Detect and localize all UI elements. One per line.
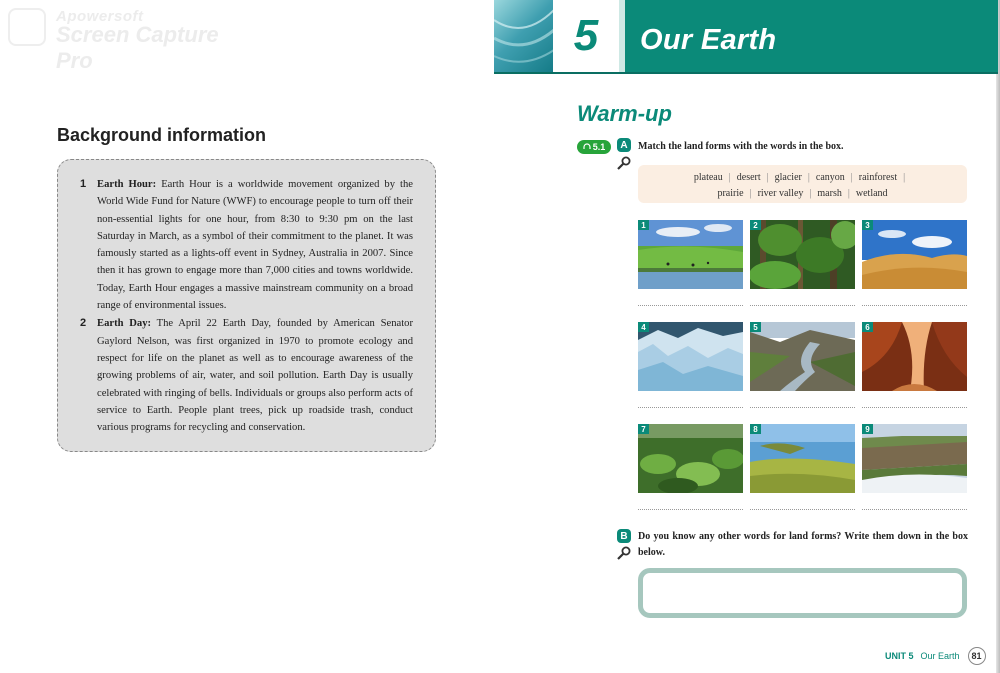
bg-item-body: The April 22 Earth Day, founded by American Senator Gaylord Nelson, was first organized in 1970 to promote ecology and respect for life on the planet as well as to encourage awareness of the growing problems of air, water, and soil pollution. Earth Day is usually celebrated with ringing of bells. Individuals or groups also perform acts of service to Earth. People plant trees, pick up roadside trash, conduct various programs for recycling and conservation.	[97, 318, 413, 434]
photo-number: 6	[862, 322, 873, 332]
banner-stripes-icon	[494, 0, 554, 74]
watermark-line2: Screen Capture Pro	[56, 22, 219, 73]
photo-wetland	[750, 424, 855, 493]
photo-number: 5	[750, 322, 761, 332]
river-valley-image	[750, 322, 855, 391]
word-row-2: prairie | river valley | marsh | wetland	[717, 187, 888, 199]
word-item: desert	[736, 172, 761, 183]
answer-line-1[interactable]	[638, 305, 743, 306]
word-item: wetland	[855, 187, 888, 199]
bg-item-body: Earth Hour is a worldwide movement organized by the World Wide Fund for Nature (WWF) to encourage people to turn off their non-essential lights for one hour, from 8:30 to 9:30 pm on the last Saturday in March, as a symbol of their commitment to the planet. It was famously started as a lights-off event in Sydney, Australia in 2007. Since then it has grown to engage more than 7,000 cities and towns worldwide. Today, Earth Hour engages a massive mainstream community on a broad range of environmental issues.	[97, 179, 413, 312]
photo-marsh	[638, 424, 743, 493]
part-b-instruction: Do you know any other words for land forms? Write them down in the box below.	[638, 531, 968, 558]
unit-number-shadow	[619, 0, 625, 74]
part-a-badge: A	[617, 138, 631, 152]
unit-title: Our Earth	[640, 24, 777, 56]
bg-item-earth-hour	[80, 176, 413, 314]
bg-item-text	[97, 176, 413, 314]
desert-image	[862, 220, 967, 289]
page-edge	[996, 0, 1000, 673]
photo-number: 4	[638, 322, 649, 332]
footer-unit-name: Our Earth	[920, 651, 960, 661]
bg-item-number: 2	[80, 317, 87, 330]
photo-number: 1	[638, 220, 649, 230]
word-item: prairie	[717, 187, 744, 199]
answer-line-3[interactable]	[862, 305, 967, 306]
word-item: glacier	[774, 172, 802, 183]
bg-item-head: Earth Hour:	[97, 179, 157, 190]
page-number: 81	[968, 647, 986, 665]
photo-desert	[862, 220, 967, 289]
page-footer	[885, 646, 986, 666]
marsh-image	[638, 424, 743, 493]
bg-item-head: Earth Day:	[97, 318, 152, 330]
answer-line-9[interactable]	[862, 509, 967, 510]
photo-plateau	[862, 424, 967, 493]
headphones-icon	[583, 143, 591, 151]
word-box	[638, 165, 967, 203]
photo-river-valley	[750, 322, 855, 391]
answer-line-8[interactable]	[750, 509, 855, 510]
watermark	[6, 6, 246, 73]
photo-number: 7	[638, 424, 649, 434]
background-info-title: Background information	[57, 125, 267, 145]
photo-rainforest	[750, 220, 855, 289]
part-a-instruction: Match the land forms with the words in the box.	[638, 141, 844, 152]
unit-number: 5	[553, 0, 619, 72]
canyon-image	[862, 322, 967, 391]
wetland-image	[750, 424, 855, 493]
answer-line-6[interactable]	[862, 407, 967, 408]
answer-line-5[interactable]	[750, 407, 855, 408]
footer-unit-label: UNIT 5	[885, 651, 914, 661]
unit-banner	[494, 0, 998, 74]
answer-line-2[interactable]	[750, 305, 855, 306]
word-item: river valley	[757, 187, 804, 199]
word-item: rainforest	[858, 172, 898, 183]
plateau-image	[862, 424, 967, 493]
magnifier-icon	[616, 545, 632, 561]
word-item: plateau	[693, 172, 723, 183]
rainforest-image	[750, 220, 855, 289]
watermark-logo-icon	[8, 8, 46, 46]
photo-prairie	[638, 220, 743, 289]
answer-line-4[interactable]	[638, 407, 743, 408]
word-row-1: plateau | desert | glacier | canyon | rainforest |	[693, 172, 906, 183]
audio-track-button[interactable]	[577, 140, 611, 154]
watermark-line1: Apowersoft	[56, 8, 144, 25]
prairie-image	[638, 220, 743, 289]
audio-track-number: 5.1	[592, 142, 606, 152]
bg-item-text	[97, 315, 413, 436]
magnifier-icon	[616, 155, 632, 171]
answer-box[interactable]	[638, 568, 967, 618]
warmup-title: Warm-up	[577, 101, 672, 126]
word-item: canyon	[815, 172, 845, 183]
glacier-image	[638, 322, 743, 391]
photo-number: 2	[750, 220, 761, 230]
part-b-badge: B	[617, 529, 631, 543]
photo-number: 9	[862, 424, 873, 434]
photo-canyon	[862, 322, 967, 391]
background-info-box	[57, 159, 436, 452]
bg-item-number: 1	[80, 178, 87, 190]
photo-glacier	[638, 322, 743, 391]
photo-number: 8	[750, 424, 761, 434]
word-item: marsh	[817, 187, 842, 199]
photo-number: 3	[862, 220, 873, 230]
bg-item-earth-day	[80, 315, 413, 436]
answer-line-7[interactable]	[638, 509, 743, 510]
